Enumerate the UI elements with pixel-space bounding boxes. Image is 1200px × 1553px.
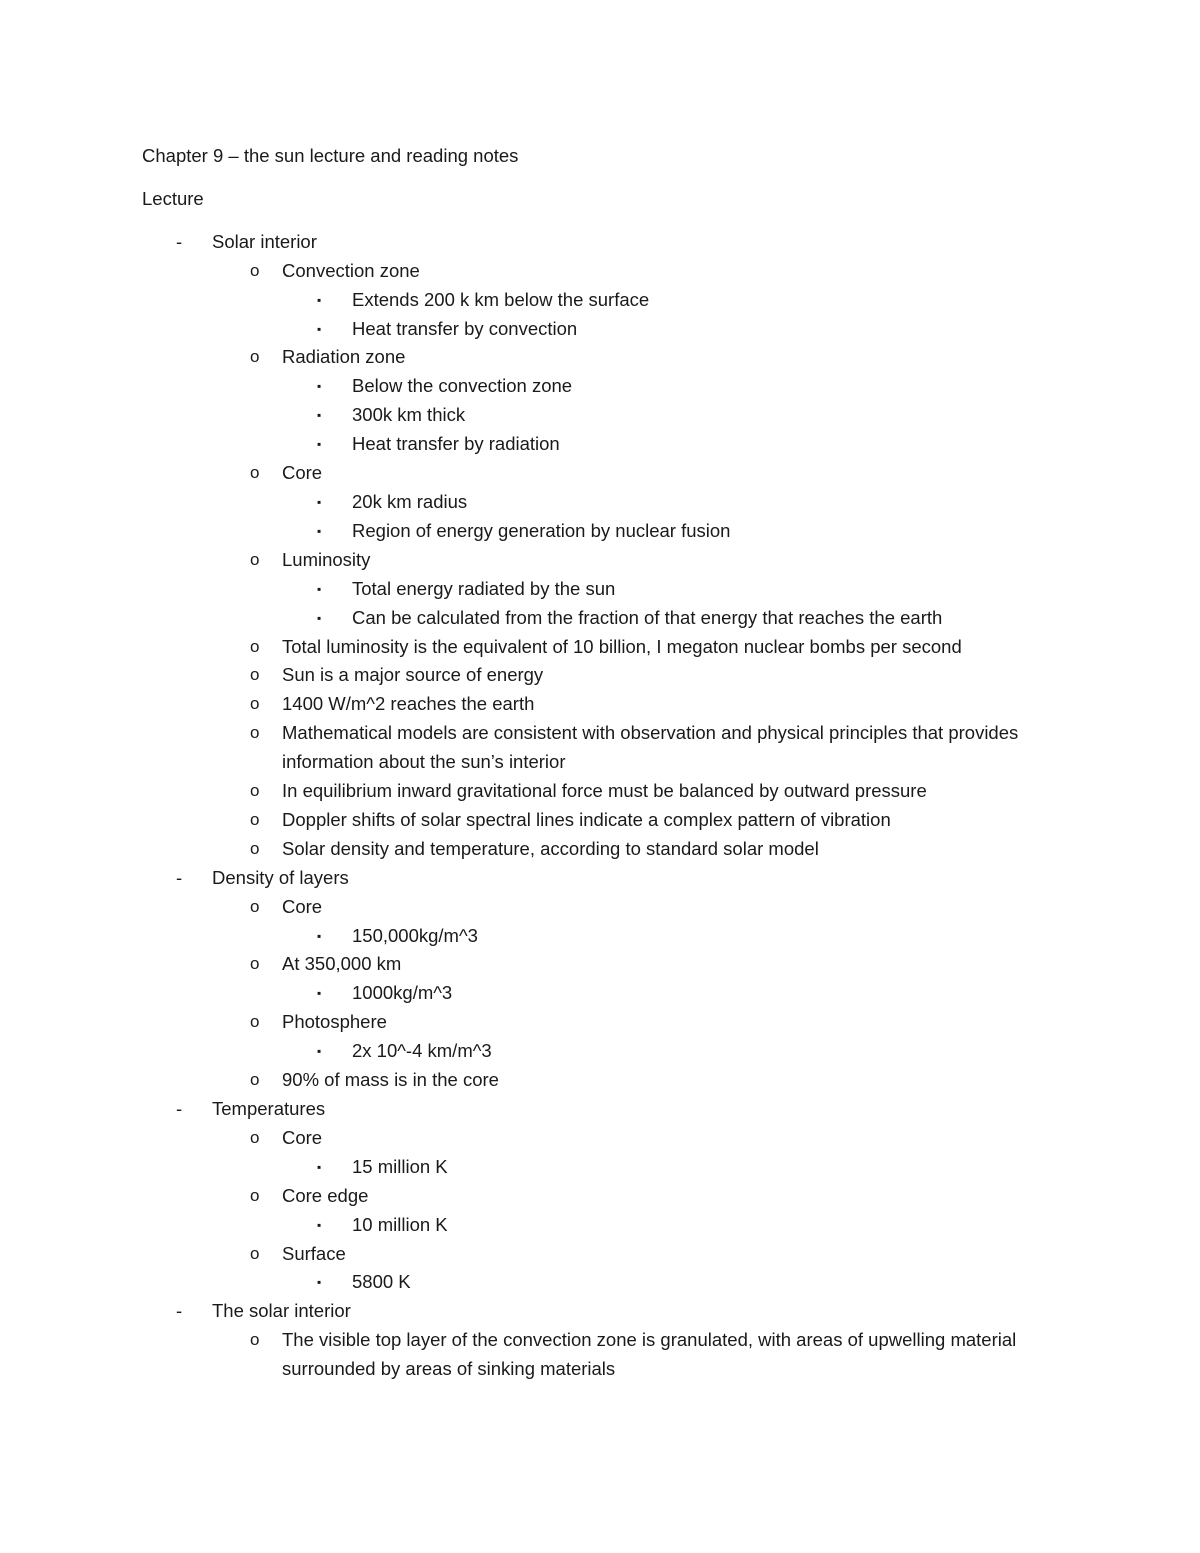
outline-item-level3: [282, 286, 1042, 315]
outline-item-level3: [282, 372, 1042, 401]
outline-item-level2: [212, 1240, 1042, 1298]
bullet-level2: o: [250, 1243, 260, 1263]
outline-item-text-level2: Surface: [282, 1242, 346, 1264]
outline-sublist-level3: [212, 1153, 1042, 1182]
outline-item-level3: [282, 430, 1042, 459]
outline-item-text-level3: Total energy radiated by the sun: [352, 577, 616, 599]
outline-item-text-level2: 90% of mass is in the core: [282, 1069, 499, 1091]
outline-item-level2: [212, 893, 1042, 951]
bullet-level3: ▪: [317, 523, 322, 538]
bullet-level3: ▪: [317, 437, 322, 452]
bullet-level2: o: [250, 1070, 260, 1090]
bullet-level2: o: [250, 1330, 260, 1350]
outline-item-level2: [212, 1326, 1042, 1384]
outline-sublist-level2: [142, 1124, 1042, 1297]
outline-item-text-level2: Total luminosity is the equivalent of 10 billion, I megaton nuclear bombs per second: [282, 635, 962, 657]
outline-item-level2: [212, 1066, 1042, 1095]
bullet-level1: -: [176, 230, 183, 252]
outline-sublist-level3: [212, 922, 1042, 951]
bullet-level2: o: [250, 723, 260, 743]
outline-item-text-level3: 20k km radius: [352, 490, 468, 512]
outline-item-text-level2: At 350,000 km: [282, 953, 402, 975]
outline-item-text-level1: The solar interior: [212, 1300, 351, 1322]
lecture-outline: [142, 228, 1042, 1384]
outline-item-text-level3: 10 million K: [352, 1213, 448, 1235]
outline-item-level2: [212, 719, 1042, 777]
outline-item-level3: [282, 517, 1042, 546]
bullet-level2: o: [250, 665, 260, 685]
bullet-level2: o: [250, 838, 260, 858]
outline-item-level2: [212, 1182, 1042, 1240]
bullet-level1: -: [176, 1300, 183, 1322]
bullet-level3: ▪: [317, 292, 322, 307]
document-title: Chapter 9 – the sun lecture and reading notes: [142, 145, 519, 166]
outline-item-level2: [212, 1124, 1042, 1182]
outline-item-level2: [212, 459, 1042, 546]
outline-sublist-level2: [142, 257, 1042, 864]
outline-item-text-level2: Core: [282, 462, 323, 484]
bullet-level2: o: [250, 1185, 260, 1205]
outline-item-text-level3: 5800 K: [352, 1271, 411, 1293]
bullet-level2: o: [250, 896, 260, 916]
outline-item-text-level3: Heat transfer by radiation: [352, 433, 560, 455]
bullet-level3: ▪: [317, 928, 322, 943]
outline-item-text-level2: Radiation zone: [282, 346, 406, 368]
outline-sublist-level3: [212, 979, 1042, 1008]
outline-sublist-level2: [142, 893, 1042, 1095]
bullet-level2: o: [250, 694, 260, 714]
outline-item-level3: [282, 1268, 1042, 1297]
outline-item-level3: [282, 1153, 1042, 1182]
bullet-level3: ▪: [317, 494, 322, 509]
outline-item-level2: [212, 1008, 1042, 1066]
bullet-level2: o: [250, 809, 260, 829]
outline-sublist-level3: [212, 488, 1042, 546]
document-body: [142, 142, 1042, 1384]
outline-item-text-level3: Below the convection zone: [352, 375, 573, 397]
bullet-level2: o: [250, 347, 260, 367]
outline-item-text-level3: Extends 200 k km below the surface: [352, 288, 650, 310]
outline-item-text-level2: Luminosity: [282, 548, 371, 570]
outline-item-level2: [212, 661, 1042, 690]
outline-item-text-level3: 2x 10^-4 km/m^3: [352, 1040, 492, 1062]
bullet-level3: ▪: [317, 1217, 322, 1232]
outline-item-level2: [212, 546, 1042, 633]
bullet-level2: o: [250, 1012, 260, 1032]
outline-item-level3: [282, 1211, 1042, 1240]
outline-item-text-level2: In equilibrium inward gravitational force must be balanced by outward pressure: [282, 780, 927, 802]
outline-item-text-level1: Density of layers: [212, 866, 349, 888]
outline-item-text-level1: Solar interior: [212, 230, 317, 252]
bullet-level2: o: [250, 1127, 260, 1147]
outline-sublist-level3: [212, 575, 1042, 633]
bullet-level2: o: [250, 260, 260, 280]
outline-sublist-level3: [212, 286, 1042, 344]
bullet-level2: o: [250, 463, 260, 483]
outline-item-level2: [212, 257, 1042, 344]
bullet-level3: ▪: [317, 610, 322, 625]
outline-item-level2: [212, 835, 1042, 864]
outline-sublist-level3: [212, 1037, 1042, 1066]
outline-item-level1: [142, 228, 1042, 864]
bullet-level2: o: [250, 636, 260, 656]
outline-item-text-level2: Mathematical models are consistent with observation and physical principles that provides information about the sun’s interior: [282, 722, 1019, 773]
outline-item-text-level2: 1400 W/m^2 reaches the earth: [282, 693, 535, 715]
bullet-level3: ▪: [317, 379, 322, 394]
bullet-level3: ▪: [317, 986, 322, 1001]
outline-item-text-level2: Doppler shifts of solar spectral lines indicate a complex pattern of vibration: [282, 808, 891, 830]
outline-item-text-level3: 300k km thick: [352, 404, 466, 426]
outline-item-text-level2: Core: [282, 895, 323, 917]
bullet-level3: ▪: [317, 581, 322, 596]
bullet-level3: ▪: [317, 1044, 322, 1059]
outline-item-text-level2: Photosphere: [282, 1011, 387, 1033]
outline-item-level2: [212, 690, 1042, 719]
outline-item-level3: [282, 401, 1042, 430]
outline-item-level3: [282, 604, 1042, 633]
bullet-level1: -: [176, 1098, 183, 1119]
outline-item-text-level3: 150,000kg/m^3: [352, 924, 478, 946]
outline-sublist-level3: [212, 1211, 1042, 1240]
outline-item-level1: [142, 1095, 1042, 1297]
bullet-level3: ▪: [317, 321, 322, 336]
outline-item-text-level2: Convection zone: [282, 259, 420, 281]
outline-item-level3: [282, 315, 1042, 344]
outline-item-text-level2: Sun is a major source of energy: [282, 664, 544, 686]
outline-item-text-level2: The visible top layer of the convection zone is granulated, with areas of upwelling material surrounded by areas of sinking materials: [282, 1329, 1017, 1380]
outline-item-text-level3: 1000kg/m^3: [352, 982, 453, 1004]
outline-item-level3: [282, 575, 1042, 604]
outline-item-level2: [212, 633, 1042, 662]
outline-item-text-level2: Solar density and temperature, according to standard solar model: [282, 837, 819, 859]
outline-item-level3: [282, 979, 1042, 1008]
outline-item-level2: [212, 777, 1042, 806]
outline-item-level3: [282, 488, 1042, 517]
outline-item-level1: [142, 864, 1042, 1095]
outline-item-text-level3: Can be calculated from the fraction of that energy that reaches the earth: [352, 606, 943, 628]
outline-item-level2: [212, 343, 1042, 459]
bullet-level3: ▪: [317, 408, 322, 423]
outline-item-text-level1: Temperatures: [212, 1098, 326, 1119]
outline-item-text-level3: Region of energy generation by nuclear fusion: [352, 519, 731, 541]
section-heading-lecture: Lecture: [142, 187, 204, 209]
outline-item-level2: [212, 806, 1042, 835]
outline-item-text-level2: Core: [282, 1126, 323, 1148]
bullet-level2: o: [250, 549, 260, 569]
bullet-level3: ▪: [317, 1275, 322, 1290]
outline-item-level3: [282, 922, 1042, 951]
outline-item-text-level2: Core edge: [282, 1184, 369, 1206]
bullet-level2: o: [250, 954, 260, 974]
outline-item-level3: [282, 1037, 1042, 1066]
outline-sublist-level3: [212, 372, 1042, 459]
outline-item-text-level3: 15 million K: [352, 1155, 448, 1177]
outline-item-text-level3: Heat transfer by convection: [352, 317, 578, 339]
outline-item-level1: [142, 1297, 1042, 1384]
bullet-level3: ▪: [317, 1159, 322, 1174]
outline-sublist-level2: [142, 1326, 1042, 1384]
bullet-level1: -: [176, 866, 183, 888]
bullet-level2: o: [250, 781, 260, 801]
outline-sublist-level3: [212, 1268, 1042, 1297]
outline-item-level2: [212, 950, 1042, 1008]
